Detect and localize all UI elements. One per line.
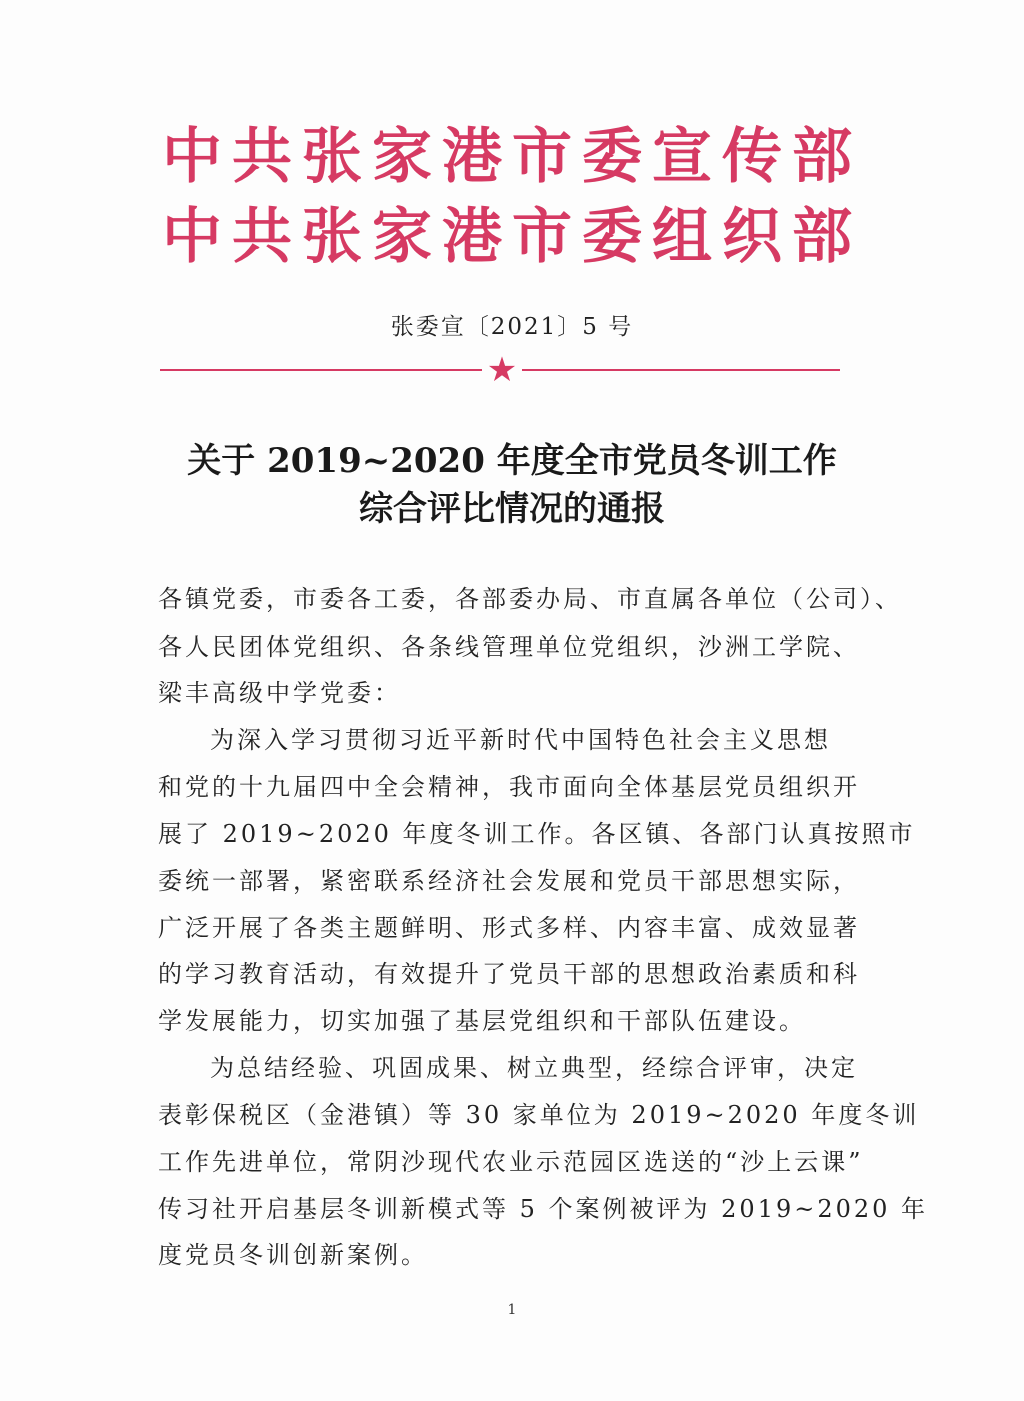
body-line: 学发展能力，切实加强了基层党组织和干部队伍建设。 bbox=[158, 1007, 806, 1035]
body-line: 展了 2019~2020 年度冬训工作。各区镇、各部门认真按照市 bbox=[158, 820, 916, 848]
body-line-paragraph-2-start: 为总结经验、巩固成果、树立典型，经综合评审，决定 bbox=[210, 1054, 858, 1082]
body-line: 委统一部署，紧密联系经济社会发展和党员干部思想实际， bbox=[158, 867, 860, 895]
issuing-org-propaganda-dept: 中共张家港市委宣传部 bbox=[162, 122, 862, 192]
body-line: 工作先进单位，常阴沙现代农业示范园区选送的“沙上云课” bbox=[158, 1148, 864, 1176]
document-number: 张委宣〔2021〕5 号 bbox=[390, 314, 634, 340]
page-number: 1 bbox=[507, 1302, 517, 1318]
body-line: 度党员冬训创新案例。 bbox=[158, 1241, 428, 1269]
star-icon: ★ bbox=[486, 350, 518, 390]
red-divider bbox=[160, 350, 840, 390]
body-line: 广泛开展了各类主题鲜明、形式多样、内容丰富、成效显著 bbox=[158, 914, 860, 942]
body-line: 传习社开启基层冬训新模式等 5 个案例被评为 2019~2020 年 bbox=[158, 1195, 929, 1223]
body-line-recipients-1: 各镇党委，市委各工委，各部委办局、市直属各单位（公司）、 bbox=[158, 585, 902, 613]
divider-rule-left bbox=[160, 369, 482, 371]
body-line: 的学习教育活动，有效提升了党员干部的思想政治素质和科 bbox=[158, 960, 860, 988]
body-line-recipients-3: 梁丰高级中学党委： bbox=[158, 679, 401, 707]
divider-rule-right bbox=[522, 369, 840, 371]
body-line-recipients-2: 各人民团体党组织、各条线管理单位党组织，沙洲工学院、 bbox=[158, 633, 860, 661]
document-title-line-2: 综合评比情况的通报 bbox=[359, 489, 665, 529]
body-line: 表彰保税区（金港镇）等 30 家单位为 2019~2020 年度冬训 bbox=[158, 1101, 920, 1129]
issuing-org-organization-dept: 中共张家港市委组织部 bbox=[162, 202, 862, 272]
document-title-line-1: 关于 2019~2020 年度全市党员冬训工作 bbox=[187, 441, 837, 481]
body-line: 和党的十九届四中全会精神，我市面向全体基层党员组织开 bbox=[158, 773, 860, 801]
body-line-paragraph-1-start: 为深入学习贯彻习近平新时代中国特色社会主义思想 bbox=[210, 726, 831, 754]
